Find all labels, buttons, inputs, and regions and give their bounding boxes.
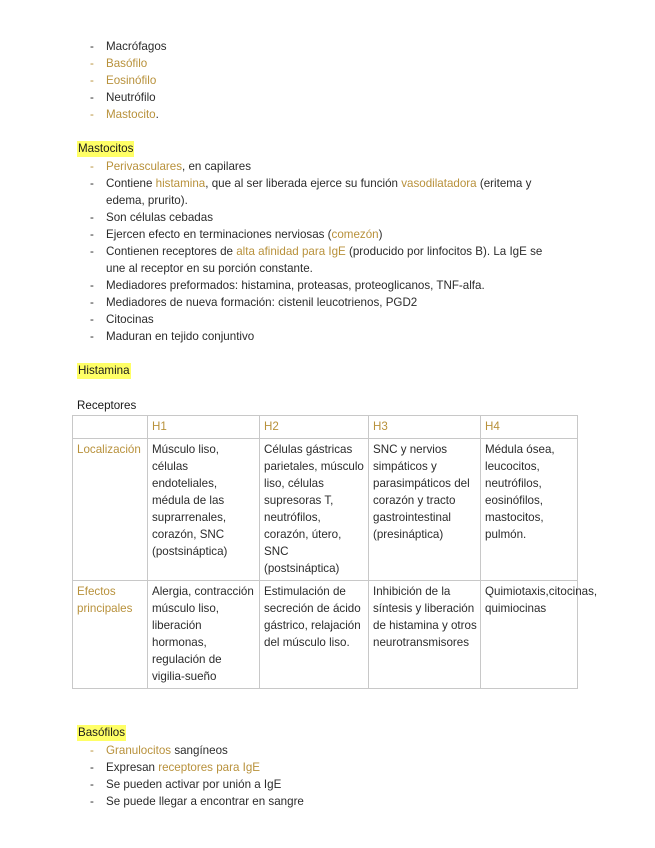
list-item: [90, 294, 560, 311]
histamine-receptors-table: [72, 415, 598, 689]
heading-histamina: Histamina: [78, 364, 130, 377]
list-item-text: Granulocitos: [106, 744, 172, 757]
list-item-text: Contiene: [106, 177, 156, 190]
list-item-text: Son células cebadas: [106, 211, 213, 224]
row-label: Localización: [73, 439, 148, 581]
table-cell: SNC y nervios simpáticos y parasimpáticos del corazón y tracto gastrointestinal (presináptica): [369, 439, 481, 581]
list-item: [90, 328, 560, 345]
list-item-text: Neutrófilo: [106, 91, 156, 104]
list-item-text: comezón: [331, 228, 379, 241]
list-item-suffix: .: [155, 108, 159, 121]
list-item: [90, 158, 560, 175]
row-label: Efectos principales: [73, 581, 148, 689]
mastocitos-list: [90, 158, 560, 345]
list-item-text: Maduran en tejido conjuntivo: [106, 330, 255, 343]
list-item: [90, 759, 560, 776]
table-cell: Inhibición de la síntesis y liberación de histamina y otros neurotransmisores: [369, 581, 481, 689]
table-header-row: [73, 416, 578, 439]
list-item-text: Mastocito: [106, 108, 156, 121]
list-item-text: Contienen receptores de: [106, 245, 237, 258]
list-item: [90, 776, 560, 793]
list-item: [90, 89, 560, 106]
table-cell: Médula ósea, leucocitos, neutrófilos, eosinófilos, mastocitos, pulmón.: [481, 439, 578, 581]
list-item-text: Perivasculares: [106, 160, 183, 173]
list-item-text: Citocinas: [106, 313, 154, 326]
list-item-text: Expresan: [106, 761, 159, 774]
table-cell: Alergia, contracción músculo liso, liberación hormonas, regulación de vigilia-sueño: [148, 581, 260, 689]
table-header-cell: H2: [260, 416, 369, 439]
list-item: [90, 106, 560, 123]
list-item: [90, 72, 560, 89]
list-item-text: (eritema y edema, prurito).: [106, 177, 532, 207]
list-item-text: receptores para IgE: [158, 761, 261, 774]
list-item-text: Ejercen efecto en terminaciones nerviosas (: [106, 228, 332, 241]
table-header-cell: [73, 416, 148, 439]
heading-mastocitos: Mastocitos: [78, 142, 134, 155]
list-item: [90, 277, 560, 294]
list-item-text: Macrófagos: [106, 40, 167, 53]
table-header-cell: H4: [481, 416, 578, 439]
list-item: [90, 742, 560, 759]
list-item: [90, 243, 560, 277]
list-item-text: Eosinófilo: [106, 74, 157, 87]
list-item-text: vasodilatadora: [401, 177, 477, 190]
list-item-text: Se puede llegar a encontrar en sangre: [106, 795, 304, 808]
list-item-text: , en capilares: [182, 160, 252, 173]
list-item: [90, 226, 560, 243]
list-item-text: Mediadores de nueva formación: cistenil leucotrienos, PGD2: [106, 296, 418, 309]
basofilos-list: [90, 742, 560, 810]
list-item-text: , que al ser liberada ejerce su función: [205, 177, 402, 190]
table-cell: Quimiotaxis,citocinas, quimiocinas: [481, 581, 578, 689]
list-item-text: sangíneos: [171, 744, 228, 757]
list-item: [90, 38, 560, 55]
list-item: [90, 793, 560, 810]
list-item-text: Mediadores preformados: histamina, proteasas, proteoglicanos, TNF-alfa.: [106, 279, 485, 292]
table-header-cell: H3: [369, 416, 481, 439]
table-cell: Estimulación de secreción de ácido gástrico, relajación del músculo liso.: [260, 581, 369, 689]
list-item-text: (producido por linfocitos B). La IgE se une al receptor en su porción constante.: [106, 245, 543, 275]
list-item-text: ): [378, 228, 383, 241]
table-cell: Células gástricas parietales, músculo liso, células supresoras T, neutrófilos, corazón, útero, SNC (postsináptica): [260, 439, 369, 581]
table-cell: Músculo liso, células endoteliales, médula de las suprarrenales, corazón, SNC (postsináptica): [148, 439, 260, 581]
list-item-text: Se pueden activar por unión a IgE: [106, 778, 282, 791]
list-item: [90, 209, 560, 226]
table-header-cell: H1: [148, 416, 260, 439]
cell-types-list: [90, 38, 560, 123]
list-item-text: histamina: [155, 177, 206, 190]
table-row: [73, 439, 578, 581]
list-item-text: Basófilo: [106, 57, 148, 70]
list-item: [90, 55, 560, 72]
list-item: [90, 311, 560, 328]
table-row: [73, 581, 578, 689]
list-item-text: alta afinidad para IgE: [236, 245, 346, 258]
heading-basofilos: Basófilos: [78, 726, 126, 739]
list-item: [90, 175, 560, 209]
receptors-label: Receptores: [77, 399, 137, 412]
